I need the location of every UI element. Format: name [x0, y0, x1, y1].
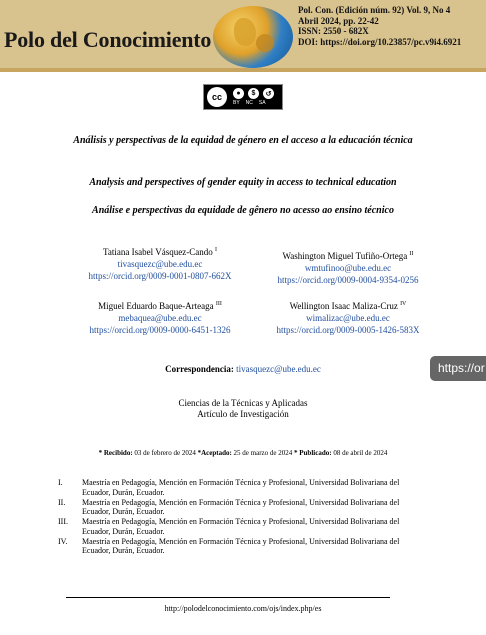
- journal-title: Polo del Conocimiento: [4, 27, 212, 52]
- journal-edition: Pol. Con. (Edición núm. 92) Vol. 9, No 4: [298, 5, 451, 15]
- author-block: [80, 298, 240, 336]
- globe-land-shape: [256, 34, 274, 52]
- author-mark: IV: [400, 301, 407, 307]
- author-name: Tatiana Isabel Vásquez-Cando: [103, 247, 213, 257]
- journal-pages: Abril 2024, pp. 22-42: [298, 15, 379, 26]
- noncommercial-icon: $: [248, 88, 259, 99]
- accepted-date: 25 de marzo de 2024: [233, 449, 293, 457]
- affiliation-text: Maestría en Pedagogía, Mención en Formación Técnica y Profesional, Universidad Bolivariana del Ecuador, Durán, Ecuador.: [82, 497, 400, 516]
- author-mark: III: [215, 301, 222, 307]
- affiliation-list: [58, 478, 428, 556]
- received-label: * Recibido:: [98, 449, 133, 457]
- author-block: [268, 298, 428, 336]
- title-english: Analysis and perspectives of gender equity in access to technical education: [89, 177, 397, 188]
- footer-url[interactable]: http://polodelconocimiento.com/ojs/index.php/es: [164, 604, 322, 613]
- cc-sa-label: SA: [258, 100, 266, 106]
- title-spanish: Análisis y perspectivas de la equidad de género en el acceso a la educación técnica: [73, 135, 413, 146]
- article-dates: [0, 449, 486, 457]
- accepted-label: *Aceptado:: [197, 449, 232, 457]
- journal-issn: ISSN: 2550 - 682X: [298, 26, 369, 36]
- attribution-icon: ●: [233, 88, 244, 99]
- author-email[interactable]: mebaquea@ube.edu.ec: [118, 313, 202, 323]
- globe-land-shape: [234, 18, 256, 46]
- author-orcid[interactable]: https://orcid.org/0009-0004-9354-0256: [277, 275, 419, 285]
- cc-nc-label: NC: [245, 100, 253, 106]
- affiliation-text: Maestría en Pedagogía, Mención en Formación Técnica y Profesional, Universidad Bolivariana del Ecuador, Durán, Ecuador.: [82, 536, 400, 555]
- author-name: Washington Miguel Tufiño-Ortega: [282, 251, 408, 261]
- correspondence-email[interactable]: tivasquezc@ube.edu.ec: [236, 364, 321, 374]
- affiliation-number: II.: [58, 497, 66, 507]
- author-email[interactable]: tivasquezc@ube.edu.ec: [117, 259, 203, 269]
- footer-divider: [66, 597, 390, 598]
- author-orcid[interactable]: https://orcid.org/0009-0005-1426-583X: [276, 325, 420, 335]
- cc-license-badge[interactable]: [203, 84, 283, 110]
- author-name: Wellington Isaac Maliza-Cruz: [289, 301, 398, 311]
- author-block: [80, 244, 240, 282]
- published-label: * Publicado:: [294, 449, 332, 457]
- correspondence: [0, 364, 486, 374]
- header-rule: [0, 68, 486, 72]
- affiliation-item: [58, 517, 428, 536]
- author-email[interactable]: wmtufinoo@ube.edu.ec: [304, 263, 392, 273]
- author-orcid[interactable]: https://orcid.org/0009-0001-0807-662X: [88, 271, 232, 281]
- affiliation-item: [58, 498, 428, 517]
- author-mark: II: [409, 251, 414, 257]
- author-mark: I: [214, 247, 217, 253]
- affiliation-number: I.: [58, 478, 63, 487]
- article-type: Artículo de Investigación: [197, 409, 289, 419]
- published-date: 08 de abril de 2024: [333, 449, 388, 457]
- author-block: [268, 248, 428, 286]
- affiliation-text: Maestría en Pedagogía, Mención en Formación Técnica y Profesional, Universidad Bolivariana del Ecuador, Durán, Ecuador.: [82, 517, 400, 536]
- journal-info: [298, 5, 461, 47]
- cc-icon: cc: [207, 87, 227, 107]
- journal-doi[interactable]: DOI: https://doi.org/10.23857/pc.v9i4.6921: [298, 36, 462, 47]
- article-area: [0, 398, 486, 420]
- correspondence-label: Correspondencia:: [165, 364, 234, 374]
- link-preview-tab[interactable]: https://or: [430, 356, 486, 381]
- affiliation-number: IV.: [58, 536, 68, 546]
- received-date: 03 de febrero de 2024: [134, 449, 196, 457]
- affiliation-number: III.: [58, 517, 68, 526]
- author-orcid[interactable]: https://orcid.org/0009-0000-6451-1326: [89, 325, 231, 335]
- sharealike-icon: ↺: [263, 88, 274, 99]
- affiliation-item: [58, 478, 428, 497]
- author-email[interactable]: wimalizac@ube.edu.ec: [306, 313, 390, 323]
- cc-by-label: BY: [233, 100, 240, 106]
- affiliation-item: [58, 537, 428, 556]
- author-name: Miguel Eduardo Baque-Arteaga: [98, 301, 214, 311]
- affiliation-text: Maestría en Pedagogía, Mención en Formación Técnica y Profesional, Universidad Bolivariana del Ecuador, Durán, Ecuador.: [82, 478, 400, 497]
- article-field: Ciencias de la Técnicas y Aplicadas: [178, 398, 308, 408]
- title-portuguese: Análise e perspectivas da equidade de gênero no acesso ao ensino técnico: [92, 205, 394, 216]
